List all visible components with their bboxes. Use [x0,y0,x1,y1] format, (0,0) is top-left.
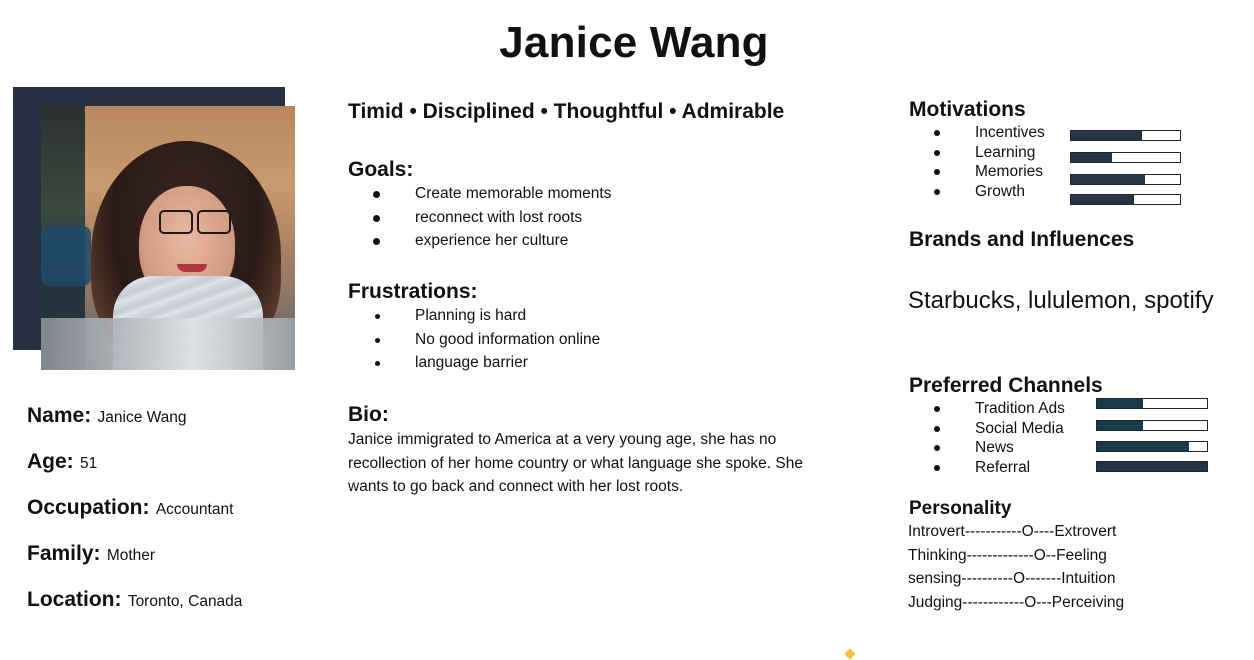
info-label: Age: [27,450,74,473]
list-item: language barrier [348,351,600,375]
personality-line: Judging------------O---Perceiving [908,594,1125,612]
list-item: Planning is hard [348,304,600,328]
list-item: reconnect with lost roots [348,206,611,230]
frustrations-list [348,304,600,375]
list-item: Create memorable moments [348,182,611,206]
persona-title: Janice Wang [499,18,769,67]
list-item: Growth [909,182,1045,202]
persona-photo [41,106,295,370]
persona-traits: Timid • Disciplined • Thoughtful • Admirable [348,100,785,123]
bio-heading: Bio: [348,403,389,426]
brands-heading: Brands and Influences [909,228,1135,251]
personality-line: Thinking-------------O--Feeling [908,546,1107,564]
info-location [27,588,242,612]
info-value: 51 [79,455,98,472]
list-item: News [909,438,1065,458]
frustrations-heading: Frustrations: [348,280,478,303]
info-name [27,404,187,428]
info-value: Janice Wang [97,409,187,426]
info-label: Family: [27,542,101,565]
info-occupation [27,496,233,520]
info-label: Name: [27,404,92,427]
personality-line: sensing----------O-------Intuition [908,570,1116,588]
channel-bar [1096,420,1208,431]
goals-heading: Goals: [348,158,414,181]
goals-list [348,182,611,253]
list-item: experience her culture [348,229,611,253]
info-value: Mother [106,547,156,564]
motivations-heading: Motivations [909,98,1026,121]
list-item: Tradition Ads [909,399,1065,419]
motivation-bar [1070,152,1181,163]
list-item: No good information online [348,328,600,352]
motivation-bar [1070,130,1181,141]
motivations-list [909,123,1045,201]
info-family [27,542,155,566]
info-label: Occupation: [27,496,150,519]
personality-heading: Personality [909,498,1012,519]
list-item: Learning [909,143,1045,163]
list-item: Referral [909,458,1065,478]
brands-text: Starbucks, lululemon, spotify [908,287,1214,314]
channels-heading: Preferred Channels [909,374,1103,397]
list-item: Memories [909,162,1045,182]
channel-bar [1096,461,1208,472]
channel-bar [1096,441,1208,452]
channel-bar [1096,398,1208,409]
list-item: Social Media [909,419,1065,439]
motivation-bar [1070,194,1181,205]
personality-line: Introvert-----------O----Extrovert [908,523,1117,540]
motivation-bar [1070,174,1181,185]
info-label: Location: [27,588,122,611]
channels-list [909,399,1065,477]
personality-scales [908,520,1124,615]
list-item: Incentives [909,123,1045,143]
info-value: Accountant [155,501,234,518]
info-value: Toronto, Canada [127,593,243,610]
info-age [27,450,97,474]
bio-text: Janice immigrated to America at a very young age, she has no recollection of her home country or what language she spoke. She wants to go back and connect with her lost roots. [348,431,803,496]
